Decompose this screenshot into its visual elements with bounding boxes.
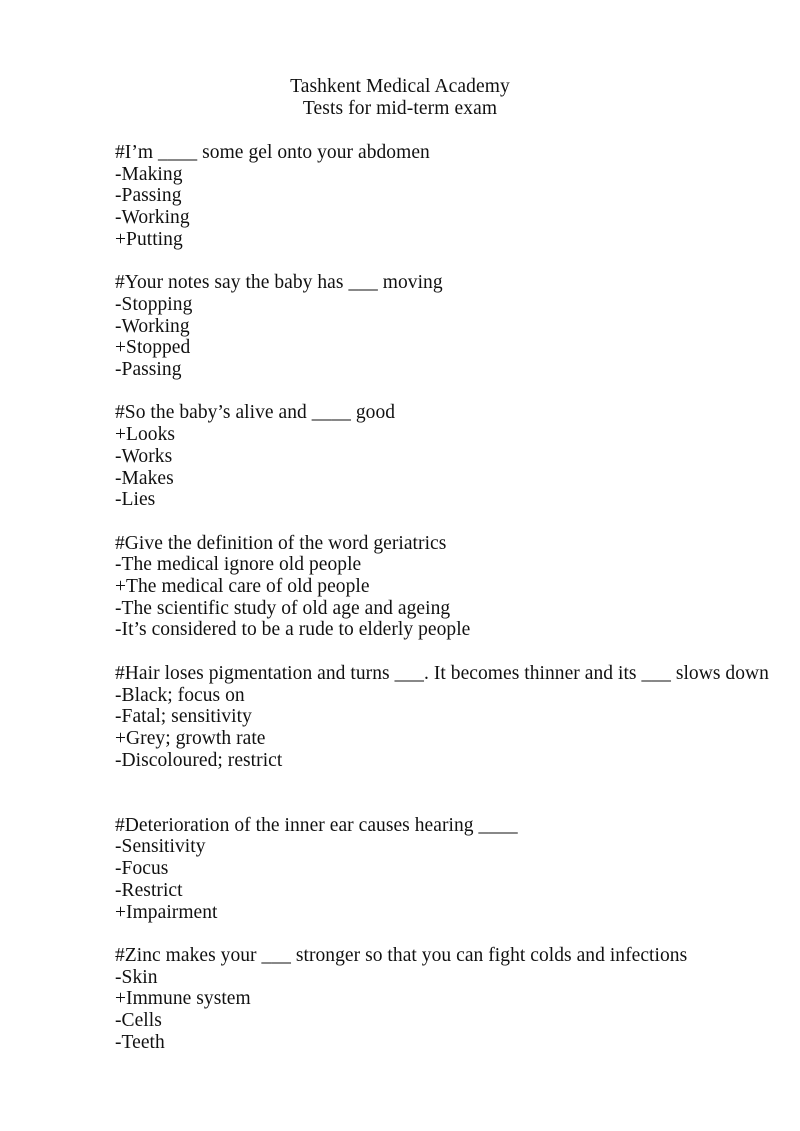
- question-block: [115, 945, 795, 1054]
- answer-option-correct[interactable]: +Putting: [115, 228, 183, 250]
- answer-option[interactable]: -Lies: [115, 489, 156, 511]
- answer-option[interactable]: -Makes: [115, 467, 174, 489]
- answer-option[interactable]: -Fatal; sensitivity: [115, 706, 252, 728]
- question-stem: #So the baby’s alive and ____ good: [115, 402, 396, 424]
- answer-option[interactable]: -Stopping: [115, 293, 193, 315]
- answer-option-correct[interactable]: +Stopped: [115, 337, 191, 359]
- question-block: [115, 142, 795, 251]
- question-stem: #Deterioration of the inner ear causes hearing ____: [115, 814, 518, 836]
- answer-option-correct[interactable]: +The medical care of old people: [115, 576, 370, 598]
- question-list: [115, 142, 795, 1075]
- answer-option-correct[interactable]: +Looks: [115, 424, 176, 446]
- answer-option[interactable]: -Cells: [115, 1010, 162, 1032]
- answer-option[interactable]: -Black; focus on: [115, 684, 245, 706]
- answer-option[interactable]: -Passing: [115, 359, 182, 381]
- answer-option[interactable]: -The scientific study of old age and ageing: [115, 597, 451, 619]
- question-block: [115, 815, 795, 924]
- answer-option[interactable]: -Working: [115, 315, 190, 337]
- question-stem: #Your notes say the baby has ___ moving: [115, 272, 443, 294]
- document-subtitle: Tests for mid-term exam: [302, 97, 498, 119]
- answer-option[interactable]: -Works: [115, 445, 173, 467]
- answer-option[interactable]: -Restrict: [115, 879, 183, 901]
- question-stem: #Give the definition of the word geriatrics: [115, 532, 447, 554]
- answer-option[interactable]: -Focus: [115, 858, 169, 880]
- question-block: [115, 533, 795, 642]
- answer-option[interactable]: -Teeth: [115, 1031, 165, 1053]
- answer-option-correct[interactable]: +Impairment: [115, 901, 218, 923]
- document-header: [0, 76, 800, 119]
- answer-option-correct[interactable]: +Immune system: [115, 988, 251, 1010]
- answer-option[interactable]: -It’s considered to be a rude to elderly people: [115, 619, 471, 641]
- answer-option[interactable]: -Skin: [115, 966, 158, 988]
- answer-option-correct[interactable]: +Grey; growth rate: [115, 727, 266, 749]
- answer-option[interactable]: -Discoloured; restrict: [115, 749, 283, 771]
- institution-title: Tashkent Medical Academy: [290, 76, 510, 97]
- answer-option[interactable]: -Passing: [115, 185, 182, 207]
- question-block: [115, 663, 795, 772]
- question-stem: #I’m ____ some gel onto your abdomen: [115, 142, 430, 163]
- answer-option[interactable]: -Sensitivity: [115, 836, 206, 858]
- answer-option[interactable]: -Making: [115, 163, 183, 185]
- answer-option[interactable]: -Working: [115, 207, 190, 229]
- question-stem: #Hair loses pigmentation and turns ___. It becomes thinner and its ___ slows down: [115, 662, 769, 684]
- question-block: [115, 402, 795, 511]
- question-block: [115, 272, 795, 381]
- answer-option[interactable]: -The medical ignore old people: [115, 554, 362, 576]
- question-stem: #Zinc makes your ___ stronger so that you can fight colds and infections: [115, 944, 688, 966]
